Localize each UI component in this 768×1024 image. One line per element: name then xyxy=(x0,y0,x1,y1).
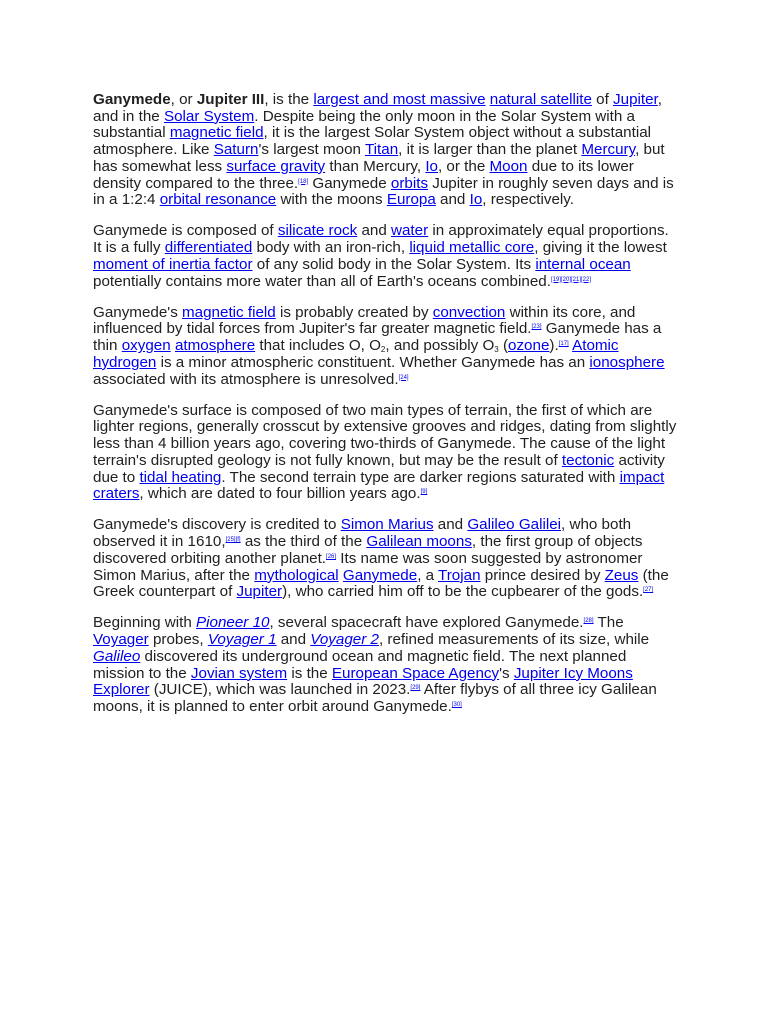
text: , but has somewhat less xyxy=(93,141,665,175)
text: , it is the largest Solar System object without a substantial atmosphere. Like xyxy=(93,124,652,159)
link-galileo[interactable]: Galileo xyxy=(93,647,141,665)
link-oxygen[interactable]: oxygen xyxy=(121,337,171,355)
link-ionosphere[interactable]: ionosphere xyxy=(589,353,665,371)
link-magnetic-field[interactable]: magnetic field xyxy=(169,124,264,142)
text: ), who carried him off to be the cupbearer of the gods. xyxy=(282,583,644,601)
link-atomic-hydrogen[interactable]: Atomic hydrogen xyxy=(93,337,619,371)
link-jupiter-icy-moons-explorer[interactable]: Jupiter Icy Moons Explorer xyxy=(93,664,633,699)
text: and xyxy=(435,191,470,209)
text: as the third of the xyxy=(240,533,367,551)
text: , or the xyxy=(437,157,490,175)
text: body with an iron-rich, xyxy=(252,239,410,257)
text: is the xyxy=(287,664,332,682)
text: that includes O, O xyxy=(255,337,381,355)
link-galilean-moons[interactable]: Galilean moons xyxy=(366,533,472,551)
link-largest-and-most-massive[interactable]: largest and most massive xyxy=(313,91,486,108)
citation-link[interactable]: [9] xyxy=(420,489,428,496)
citation-link[interactable]: [25] xyxy=(225,537,236,544)
link-impact-craters[interactable]: impact craters xyxy=(93,468,665,503)
link-tectonic[interactable]: tectonic xyxy=(561,451,615,469)
text: Ganymede's discovery is credited to xyxy=(93,516,341,534)
link-differentiated[interactable]: differentiated xyxy=(164,239,253,257)
link-liquid-metallic-core[interactable]: liquid metallic core xyxy=(409,239,535,257)
citation-link[interactable]: [17] xyxy=(558,341,569,348)
text: Its name was soon suggested by astronomer Simon Marius, after the xyxy=(93,549,643,584)
link-saturn[interactable]: Saturn xyxy=(213,141,259,159)
link-galileo-galilei[interactable]: Galileo Galilei xyxy=(467,516,562,534)
link-orbital-resonance[interactable]: orbital resonance xyxy=(159,191,277,209)
text: 's largest moon xyxy=(258,141,365,159)
link-convection[interactable]: convection xyxy=(432,303,506,321)
citation-ref xyxy=(298,179,308,185)
bold-term: Ganymede xyxy=(93,91,171,108)
text: , it is larger than the planet xyxy=(398,141,582,159)
text: , who both observed it in 1610, xyxy=(93,516,632,551)
link-tidal-heating[interactable]: tidal heating xyxy=(139,468,222,486)
link-titan[interactable]: Titan xyxy=(364,141,399,159)
text: in approximately equal proportions. It is a fully xyxy=(93,222,669,257)
paragraph-intro xyxy=(93,92,681,209)
text: Beginning with xyxy=(93,614,197,632)
link-jupiter-god[interactable]: Jupiter xyxy=(236,583,283,601)
text: , and in the xyxy=(93,91,663,125)
text: potentially contains more water than all of Earth's oceans combined. xyxy=(93,272,551,290)
link-voyager[interactable]: Voyager xyxy=(93,631,149,649)
citation-link[interactable]: [18] xyxy=(298,178,309,185)
text: than Mercury, xyxy=(325,157,426,175)
link-ozone[interactable]: ozone xyxy=(508,337,550,355)
text: , several spacecraft have explored Ganymede. xyxy=(269,614,584,632)
link-voyager-2[interactable]: Voyager 2 xyxy=(310,631,379,649)
footnote-link[interactable]: [f] xyxy=(235,537,241,544)
text: After flybys of all three icy Galilean moons, it is planned to enter orbit around Ganymede. xyxy=(93,681,657,715)
text: , respectively. xyxy=(482,191,574,209)
text: , refined measurements of its size, while xyxy=(378,631,650,649)
text: (the Greek counterpart of xyxy=(93,566,669,601)
text: ( xyxy=(498,337,509,355)
link-trojan[interactable]: Trojan xyxy=(438,566,481,584)
text: and xyxy=(433,516,468,534)
citation-link[interactable]: [22] xyxy=(580,276,591,283)
link-mythological[interactable]: mythological xyxy=(254,566,339,584)
citation-link[interactable]: [21] xyxy=(570,276,581,283)
citation-ref xyxy=(452,702,462,708)
text: , giving it the lowest xyxy=(534,239,667,257)
link-european-space-agency[interactable]: European Space Agency xyxy=(331,664,500,682)
subscript: 3 xyxy=(494,345,499,355)
bold-term: Jupiter III xyxy=(196,91,265,108)
text: of any solid body in the Solar System. Its xyxy=(252,255,536,273)
text: , a xyxy=(417,566,439,584)
text: within its core, and influenced by tidal forces from Jupiter's far greater magnetic field. xyxy=(93,303,636,338)
paragraph-discovery xyxy=(93,517,681,601)
citation-link[interactable]: [26] xyxy=(326,553,337,560)
link-jovian-system[interactable]: Jovian system xyxy=(190,664,288,682)
citation-ref xyxy=(643,587,653,593)
text: Ganymede is composed of xyxy=(93,222,278,240)
citation-ref xyxy=(559,341,569,347)
text: due to its lower density compared to the three. xyxy=(93,157,634,192)
subscript: 2 xyxy=(380,345,386,355)
link-moment-of-inertia-factor[interactable]: moment of inertia factor xyxy=(93,255,253,273)
paragraph-surface xyxy=(93,403,681,503)
text: is probably created by xyxy=(275,303,433,321)
citation-link[interactable]: [28] xyxy=(583,618,594,625)
text: , the first group of objects discovered orbiting another planet. xyxy=(93,533,643,567)
link-orbits[interactable]: orbits xyxy=(390,174,429,192)
link-surface-gravity[interactable]: surface gravity xyxy=(226,157,326,175)
text: , which are dated to four billion years ago. xyxy=(139,485,421,503)
citation-link[interactable]: [27] xyxy=(643,587,654,594)
citation-ref xyxy=(421,489,428,495)
link-moon[interactable]: Moon xyxy=(489,157,528,175)
text: , and possibly O xyxy=(385,337,495,355)
text: and xyxy=(276,631,311,649)
text: (JUICE), which was launched in 2023. xyxy=(149,681,411,699)
text: Ganymede has a thin xyxy=(93,320,662,355)
citation-ref xyxy=(531,324,541,330)
text: . Despite being the only moon in the Solar System with a substantial xyxy=(93,107,635,142)
link-jupiter[interactable]: Jupiter xyxy=(613,91,658,108)
citation-ref xyxy=(399,375,409,381)
citation-link[interactable]: [19] xyxy=(550,276,561,283)
citation-ref xyxy=(584,618,594,624)
text: Ganymede's xyxy=(93,303,183,321)
text: discovered its underground ocean and magnetic field. The next planned mission to the xyxy=(93,647,627,682)
link-io[interactable]: Io xyxy=(425,157,438,175)
article-body xyxy=(93,92,681,730)
text: , is the xyxy=(264,91,314,108)
text: prince desired by xyxy=(480,566,605,584)
text: activity due to xyxy=(93,451,665,486)
text: with the moons xyxy=(276,191,387,209)
citation-link[interactable]: [30] xyxy=(451,702,462,708)
link-internal-ocean[interactable]: internal ocean xyxy=(535,255,631,273)
citation-link[interactable]: [23] xyxy=(531,324,542,331)
link-water[interactable]: water xyxy=(391,222,429,240)
text: Ganymede's surface is composed of two main types of terrain, the first of which are lighter regions, generally crosscut by extensive grooves and ridges, dating from slightly less than 4 billion years ago, covering two-thirds of Ganymede. The cause of the light terrain's disrupted geology is not fully known, but may be the result of xyxy=(93,401,677,469)
paragraph-exploration xyxy=(93,615,681,715)
text: The xyxy=(593,614,624,632)
citation-ref xyxy=(326,554,336,560)
link-voyager-1[interactable]: Voyager 1 xyxy=(207,631,277,649)
link-mercury[interactable]: Mercury xyxy=(581,141,636,159)
text: is a minor atmospheric constituent. Whether Ganymede has an xyxy=(156,353,590,371)
text: and xyxy=(357,222,392,240)
text: of xyxy=(591,91,614,108)
link-silicate-rock[interactable]: silicate rock xyxy=(277,222,358,240)
link-europa[interactable]: Europa xyxy=(386,191,436,209)
link-ganymede-myth[interactable]: Ganymede xyxy=(342,566,418,584)
citation-ref xyxy=(410,685,420,691)
paragraph-magnetic-field xyxy=(93,305,681,389)
citation-ref xyxy=(226,537,241,543)
link-atmosphere[interactable]: atmosphere xyxy=(174,337,256,355)
citation-ref xyxy=(551,277,591,283)
link-natural-satellite[interactable]: natural satellite xyxy=(489,91,592,108)
citation-link[interactable]: [29] xyxy=(410,685,421,692)
link-io[interactable]: Io xyxy=(469,191,483,209)
text: . The second terrain type are darker regions saturated with xyxy=(221,468,620,486)
link-zeus[interactable]: Zeus xyxy=(604,566,639,584)
text: probes, xyxy=(148,631,208,649)
link-pioneer-10[interactable]: Pioneer 10 xyxy=(196,614,270,632)
citation-link[interactable]: [20] xyxy=(560,276,571,283)
text: , or xyxy=(170,91,197,108)
text: associated with its atmosphere is unresolved. xyxy=(93,370,399,388)
text: ). xyxy=(549,337,559,355)
paragraph-composition xyxy=(93,223,681,290)
text: Ganymede xyxy=(308,174,391,192)
link-solar-system[interactable]: Solar System xyxy=(163,107,255,125)
text: Jupiter in roughly seven days and is in a 1:2:4 xyxy=(93,174,674,209)
citation-link[interactable]: [24] xyxy=(398,374,409,381)
link-magnetic-field[interactable]: magnetic field xyxy=(182,303,276,321)
link-simon-marius[interactable]: Simon Marius xyxy=(340,516,434,534)
text: 's xyxy=(499,664,514,682)
